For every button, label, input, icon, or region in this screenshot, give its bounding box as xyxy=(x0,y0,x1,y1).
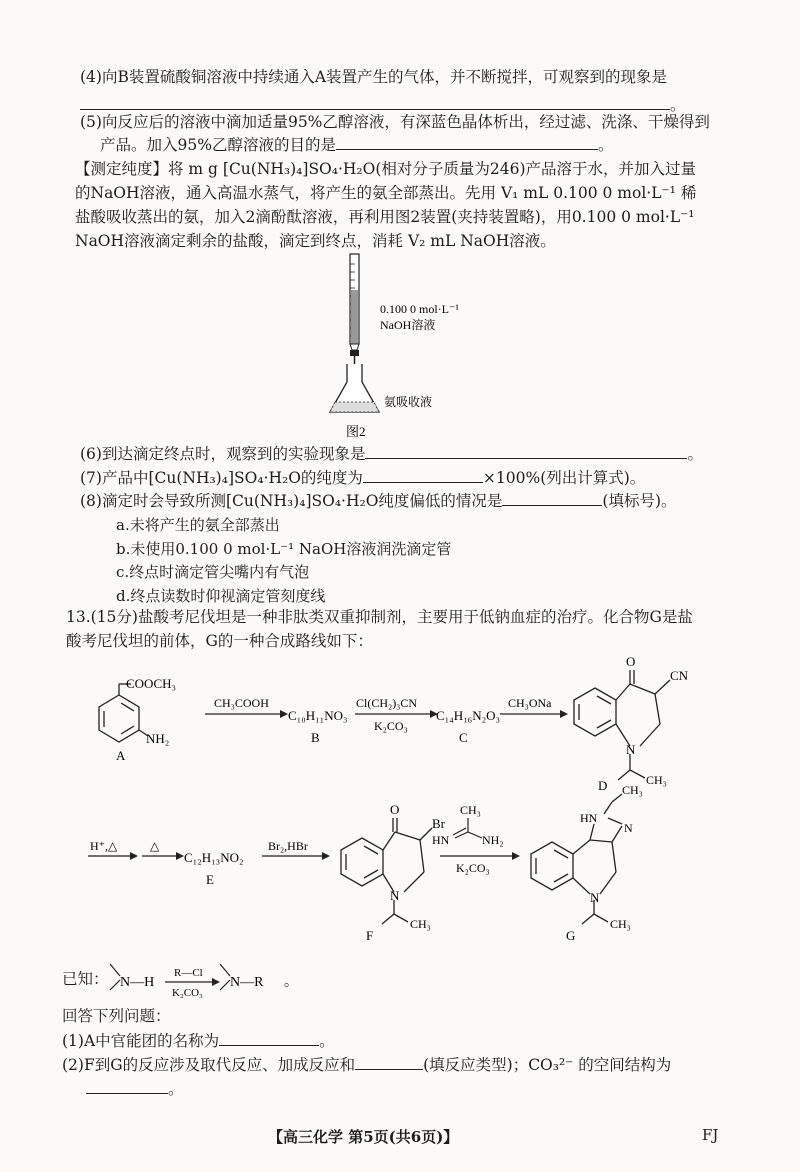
D-methyl: CH₃ xyxy=(646,773,667,787)
F-label: F xyxy=(366,928,374,943)
q13-part2-line xyxy=(62,1054,800,1076)
reagent-5: △ xyxy=(150,839,160,853)
option-b: b.未使用0.100 0 mol·L⁻¹ NaOH溶液润洗滴定管 xyxy=(116,540,452,558)
G-n-imidazole: N xyxy=(624,821,633,835)
q12-part8-line xyxy=(80,490,800,512)
q13-part2-text: (2)F到G的反应涉及取代反应、加成反应和 xyxy=(62,1056,356,1074)
F-oxygen: O xyxy=(390,802,400,817)
known-prefix: 已知： xyxy=(62,970,109,988)
amidine-hn: HN xyxy=(432,833,450,847)
q13-part1-blank[interactable] xyxy=(219,1030,319,1046)
option-d: d.终点读数时仰视滴定管刻度线 xyxy=(116,587,326,605)
q12-part8-blank[interactable] xyxy=(502,490,602,506)
G-methyl-top: CH₃ xyxy=(622,783,643,797)
reagent-3: CH₃ONa xyxy=(508,696,552,710)
footer-code: FJ xyxy=(702,1126,719,1144)
G-label: G xyxy=(566,928,576,943)
q12-part6-line xyxy=(80,443,800,465)
q12-part4-text: (4)向B装置硫酸铜溶液中持续通入A装置产生的气体，并不断搅拌，可观察到的现象是 xyxy=(80,68,668,86)
amidine-nh2: NH₂ xyxy=(482,833,504,847)
q12-part5-blank[interactable] xyxy=(336,134,598,150)
purity-line2 xyxy=(75,182,800,204)
q13-part2-line2 xyxy=(86,1078,800,1100)
fig-label-naoh: NaOH溶液 xyxy=(380,318,436,332)
q12-part7-line xyxy=(80,467,800,489)
known-nh: N—H xyxy=(120,975,155,990)
A-label: A xyxy=(116,748,126,763)
q13-intro-text1: 13.(15分)盐酸考尼伐坦是一种非肽类双重抑制剂，主要用于低钠血症的治疗。化合物G是盐 xyxy=(66,608,693,626)
q12-part8-post: (填标号)。 xyxy=(602,492,677,510)
C-label: C xyxy=(459,730,468,745)
q12-part7-text: (7)产品中[Cu(NH₃)₄]SO₄·H₂O的纯度为 xyxy=(80,469,363,487)
reagent-6: Br₂,HBr xyxy=(268,839,308,853)
purity-line3 xyxy=(75,206,800,228)
q12-part5-line2 xyxy=(100,134,800,156)
purity-text1: 【测定纯度】将 m g [Cu(NH₃)₄]SO₄·H₂O(相对分子质量为246)产品溶于水，并加入过量 xyxy=(75,160,697,178)
F-nitrogen: N xyxy=(390,888,400,903)
purity-text4: NaOH溶液滴定剩余的盐酸，滴定到终点，消耗 V₂ mL NaOH溶液。 xyxy=(75,232,556,250)
footer-page-info: 【高三化学 第5页(共6页)】 xyxy=(268,1128,459,1146)
B-formula: C₁₀H₁₁NO₃ xyxy=(288,708,348,723)
fig-label-absorb: 氨吸收液 xyxy=(384,395,433,409)
D-label: D xyxy=(598,778,608,790)
q13-part2-blank1[interactable] xyxy=(355,1054,423,1070)
D-nitrogen: N xyxy=(626,742,636,757)
fig-caption: 图2 xyxy=(346,424,366,439)
q12-part5-text2: 产品。加入95%乙醇溶液的目的是 xyxy=(100,136,336,154)
q13-part1-end: 。 xyxy=(319,1032,335,1050)
D-oxygen: O xyxy=(626,654,636,669)
q13-part2-end: 。 xyxy=(168,1080,184,1098)
amidine-methyl: CH₃ xyxy=(460,803,481,817)
q13-intro-line1 xyxy=(66,606,800,628)
C-formula: C₁₄H₁₆N₂O₃ xyxy=(436,708,501,723)
reagent-7-bottom: K₂CO₃ xyxy=(456,861,490,875)
purity-line4 xyxy=(75,230,800,252)
G-methyl-acetyl: CH₃ xyxy=(610,917,631,931)
option-a: a.未将产生的氨全部蒸出 xyxy=(116,516,280,534)
A-amine: NH₂ xyxy=(146,731,170,746)
G-n-ring: N xyxy=(590,890,600,905)
F-methyl: CH₃ xyxy=(410,917,431,931)
answer-intro: 回答下列问题： xyxy=(62,1007,171,1025)
q13-part2-mid: (填反应类型)；CO₃²⁻ 的空间结构为 xyxy=(423,1056,672,1074)
acetamidine-structure xyxy=(453,818,482,838)
q12-part6-end: 。 xyxy=(687,445,703,463)
compound-A-structure xyxy=(99,684,148,742)
q12-part5-line1 xyxy=(80,111,800,133)
q13-intro-text2: 酸考尼伐坦的前体，G的一种合成路线如下： xyxy=(66,632,373,650)
B-label: B xyxy=(311,730,320,745)
figure-2-titration-apparatus xyxy=(300,250,500,445)
purity-line1 xyxy=(75,158,800,180)
burette-stopcock xyxy=(350,350,359,356)
synthesis-route-row2 xyxy=(0,780,800,950)
compound-F-structure xyxy=(341,818,432,924)
known-reaction-scheme xyxy=(100,956,320,1002)
compound-D-structure xyxy=(574,670,670,780)
reagent-2-top: Cl(CH₂)₃CN xyxy=(356,696,418,710)
q13-intro-line2 xyxy=(66,630,800,652)
known-nr: N—R xyxy=(230,975,264,990)
E-label: E xyxy=(206,872,214,887)
reagent-1: CH₃COOH xyxy=(214,696,269,710)
synthesis-route-row1 xyxy=(0,650,800,790)
reagent-2-bottom: K₂CO₃ xyxy=(374,719,408,733)
q12-part6-blank[interactable] xyxy=(365,443,687,459)
q12-part8-text: (8)滴定时会导致所测[Cu(NH₃)₄]SO₄·H₂O纯度偏低的情况是 xyxy=(80,492,503,510)
G-hn: HN xyxy=(580,811,598,825)
q12-part5-end: 。 xyxy=(597,136,614,154)
E-formula: C₁₂H₁₃NO₂ xyxy=(184,850,244,865)
reagent-4: H⁺,△ xyxy=(90,839,118,853)
q12-part4-end: 。 xyxy=(670,96,686,114)
known-reagent-top: R—Cl xyxy=(174,967,203,979)
q13-part1-text: (1)A中官能团的名称为 xyxy=(62,1032,220,1050)
q12-part7-post: ×100%(列出计算式)。 xyxy=(482,469,646,487)
purity-text3: 盐酸吸收蒸出的氨，加入2滴酚酞溶液，再利用图2装置(夹持装置略)，用0.100 0 mol·L⁻¹ xyxy=(75,208,695,226)
fig-label-concentration: 0.100 0 mol·L⁻¹ xyxy=(380,302,459,316)
F-bromo: Br xyxy=(432,816,445,831)
q12-part5-text1: (5)向反应后的溶液中滴加适量95%乙醇溶液，有深蓝色晶体析出，经过滤、洗涤、干燥得到 xyxy=(80,113,710,131)
compound-G-structure xyxy=(531,794,622,924)
q12-part4-line xyxy=(80,66,800,88)
q13-part1-line xyxy=(62,1030,800,1052)
known-end: 。 xyxy=(284,975,298,990)
option-c: c.终点时滴定管尖嘴内有气泡 xyxy=(116,563,310,581)
D-cyano: CN xyxy=(670,668,689,683)
q12-part7-blank[interactable] xyxy=(363,467,483,483)
known-reagent-bottom: K₂CO₃ xyxy=(172,987,203,999)
A-ester: COOCH₃ xyxy=(126,676,177,691)
q12-part6-text: (6)到达滴定终点时，观察到的实验现象是 xyxy=(80,445,366,463)
q12-part4-blank[interactable] xyxy=(80,94,670,110)
q13-part2-blank2[interactable] xyxy=(86,1078,168,1094)
purity-text2: 的NaOH溶液，通入高温水蒸气，将产生的氨全部蒸出。先用 V₁ mL 0.100 0 mol·L⁻¹ 稀 xyxy=(75,184,697,202)
